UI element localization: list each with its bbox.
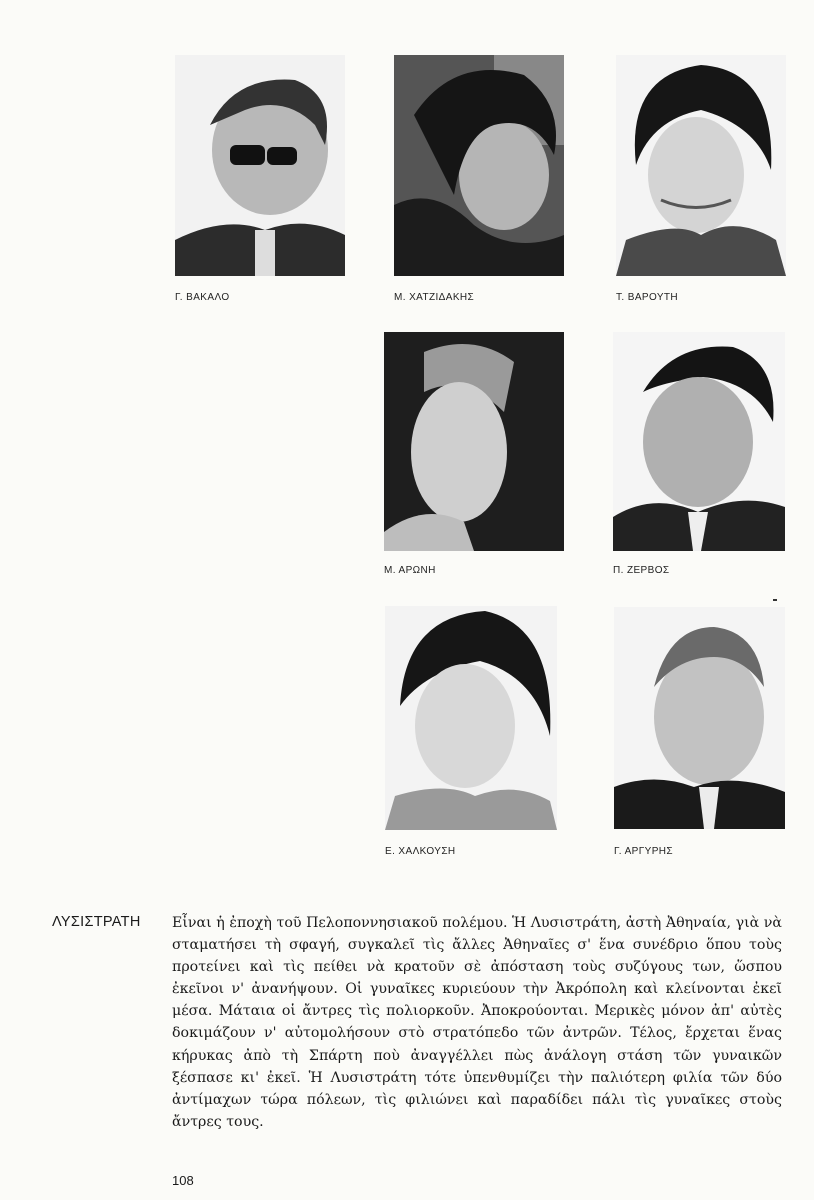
portrait-photo-varouti (616, 55, 786, 276)
section-title: ΛΥΣΙΣΤΡΑΤΗ (52, 914, 141, 930)
portrait-photo-vakalo (175, 55, 345, 276)
portrait-photo-aroni (384, 332, 564, 551)
portrait-photo-hatzidakis (394, 55, 564, 276)
portrait-image (613, 332, 785, 551)
portrait-image (616, 55, 786, 276)
caption-vakalo: Γ. ΒΑΚΑΛΟ (175, 292, 230, 303)
portrait-image (384, 332, 564, 551)
portrait-image (394, 55, 564, 276)
portrait-photo-argyris (614, 607, 785, 829)
portrait-photo-chalkousi (385, 606, 557, 830)
portrait-photo-zervos (613, 332, 785, 551)
portrait-image (175, 55, 345, 276)
portrait-image (385, 606, 557, 830)
print-speck (773, 599, 777, 601)
caption-varouti: Τ. ΒΑΡΟΥΤΗ (616, 292, 679, 303)
caption-zervos: Π. ΖΕΡΒΟΣ (613, 565, 670, 576)
caption-hatzidakis: Μ. ΧΑΤΖΙΔΑΚΗΣ (394, 292, 475, 303)
synopsis-paragraph: Εἶναι ἡ ἐποχὴ τοῦ Πελοποννησιακοῦ πολέμου. Ἡ Λυσιστράτη, ἀστὴ Ἀθηναία, γιὰ νὰ σταματήσει τὴ σφαγή, συγκαλεῖ τὶς ἄλλες Ἀθηναῖες σ' ἕνα συνέδριο ὅπου τοὺς προτείνει καὶ τὶς πείθει νὰ κρατοῦν σὲ ἀπόσταση τοὺς συζύγους των, ὥσπου ἐκεῖνοι ν' ἀνανήψουν. Οἱ γυναῖκες κυριεύουν τὴν Ἀκρόπολη καὶ κλείνονται ἐκεῖ μέσα. Μάταια οἱ ἄντρες τὶς πολιορκοῦν. Ἀποκρούονται. Μερικὲς μόνον ἀπ' αὐτὲς δοκιμάζουν ν' αὐτομολήσουν στὸ στρατόπεδο τῶν ἀντρῶν. Τέλος, ἔρχεται ἕνας κήρυκας ἀπὸ τὴ Σπάρτη ποὺ ἀναγγέλλει πὼς ἀνάλογη στάση τῶν γυναικῶν ξέσπασε κι' ἐκεῖ. Ἡ Λυσιστράτη τότε ὑπενθυμίζει τὴν παλιότερη φιλία τῶν δύο ἀντίμαχων τώρα πόλεων, τὶς φιλιώνει καὶ παραδίδει πάλι τὶς γυναῖκες στοὺς ἄντρες τους. (172, 915, 782, 1130)
page-number: 108 (172, 1173, 194, 1188)
caption-chalkousi: Ε. ΧΑΛΚΟΥΣΗ (385, 846, 456, 857)
caption-argyris: Γ. ΑΡΓΥΡΗΣ (614, 846, 674, 857)
caption-aroni: Μ. ΑΡΩΝΗ (384, 565, 436, 576)
portrait-image (614, 607, 785, 829)
